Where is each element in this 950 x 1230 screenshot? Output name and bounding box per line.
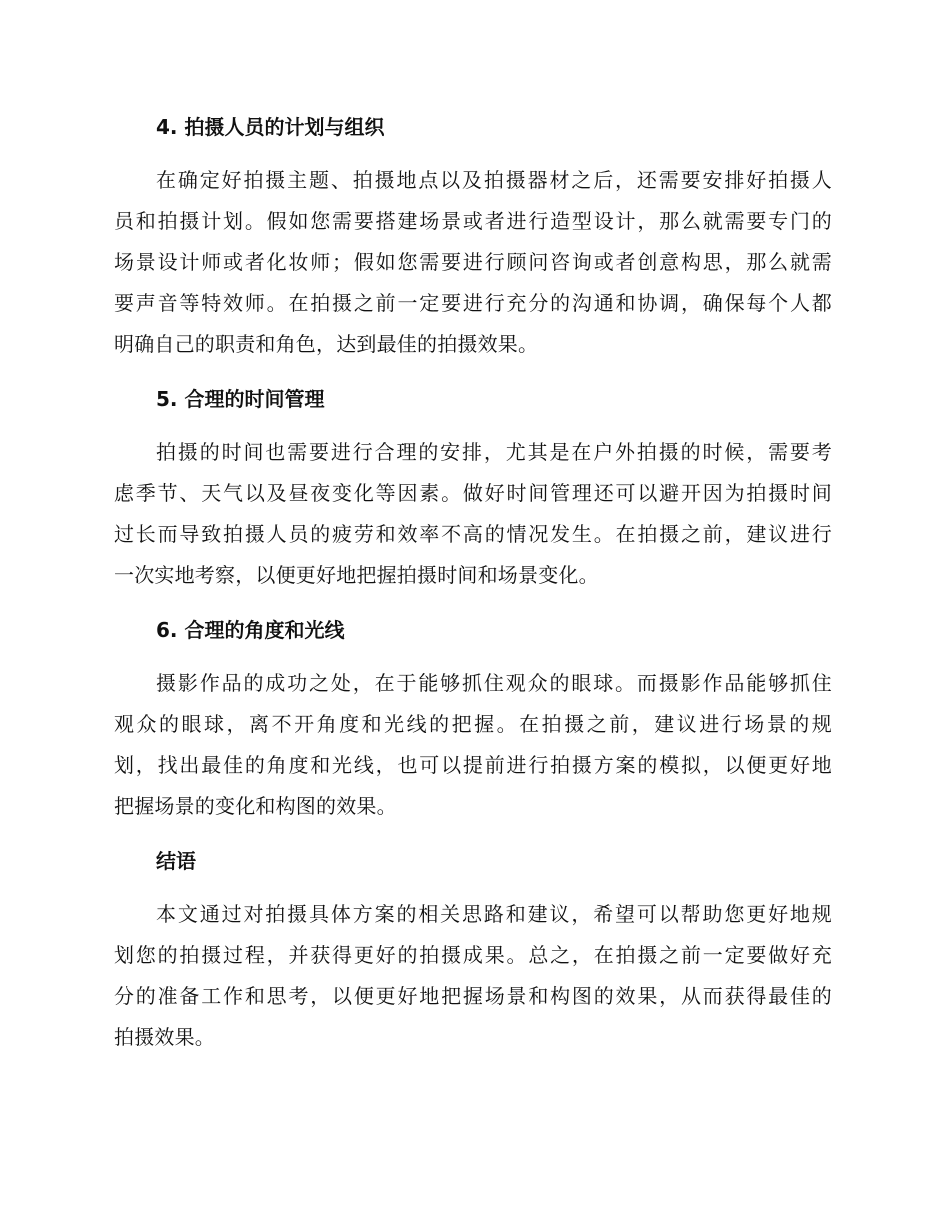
section-paragraph	[114, 432, 832, 596]
paragraph-line: 过长而导致拍摄人员的疲劳和效率不高的情况发生。在拍摄之前，建议进行	[114, 522, 832, 546]
section-5	[114, 378, 832, 596]
paragraph-line: 在确定好拍摄主题、拍摄地点以及拍摄器材之后，还需要安排好拍摄人	[156, 168, 832, 192]
paragraph-line: 观众的眼球，离不开角度和光线的把握。在拍摄之前，建议进行场景的规	[114, 712, 832, 736]
paragraph-line: 拍摄的时间也需要进行合理的安排，尤其是在户外拍摄的时候，需要考	[156, 440, 832, 464]
paragraph-line: 分的准备工作和思考，以便更好地把握场景和构图的效果，从而获得最佳的	[114, 984, 832, 1008]
section-paragraph	[114, 894, 832, 1058]
paragraph-line: 摄影作品的成功之处，在于能够抓住观众的眼球。而摄影作品能够抓住	[156, 671, 832, 695]
paragraph-line: 明确自己的职责和角色，达到最佳的拍摄效果。	[114, 332, 539, 356]
section-heading: 6. 合理的角度和光线	[156, 618, 345, 642]
paragraph-line: 拍摄效果。	[114, 1025, 215, 1049]
paragraph-line: 场景设计师或者化妆师；假如您需要进行顾问咨询或者创意构思，那么就需	[114, 250, 832, 274]
section-4	[114, 106, 832, 365]
section-paragraph	[114, 160, 832, 365]
paragraph-line: 划，找出最佳的角度和光线，也可以提前进行拍摄方案的模拟，以便更好地	[114, 753, 832, 777]
paragraph-line: 把握场景的变化和构图的效果。	[114, 794, 397, 818]
paragraph-line: 本文通过对拍摄具体方案的相关思路和建议，希望可以帮助您更好地规	[156, 902, 832, 926]
paragraph-line: 划您的拍摄过程，并获得更好的拍摄成果。总之，在拍摄之前一定要做好充	[114, 943, 832, 967]
paragraph-line: 员和拍摄计划。假如您需要搭建场景或者进行造型设计，那么就需要专门的	[114, 209, 832, 233]
section-paragraph	[114, 663, 832, 827]
paragraph-line: 一次实地考察，以便更好地把握拍摄时间和场景变化。	[114, 563, 599, 587]
section-heading: 4. 拍摄人员的计划与组织	[156, 115, 385, 139]
paragraph-line: 要声音等特效师。在拍摄之前一定要进行充分的沟通和协调，确保每个人都	[114, 291, 832, 315]
section-conclusion	[114, 840, 832, 1058]
paragraph-line: 虑季节、天气以及昼夜变化等因素。做好时间管理还可以避开因为拍摄时间	[114, 481, 832, 505]
section-heading: 结语	[156, 849, 196, 873]
section-heading: 5. 合理的时间管理	[156, 387, 325, 411]
section-6	[114, 609, 832, 827]
document-page	[114, 106, 832, 1071]
